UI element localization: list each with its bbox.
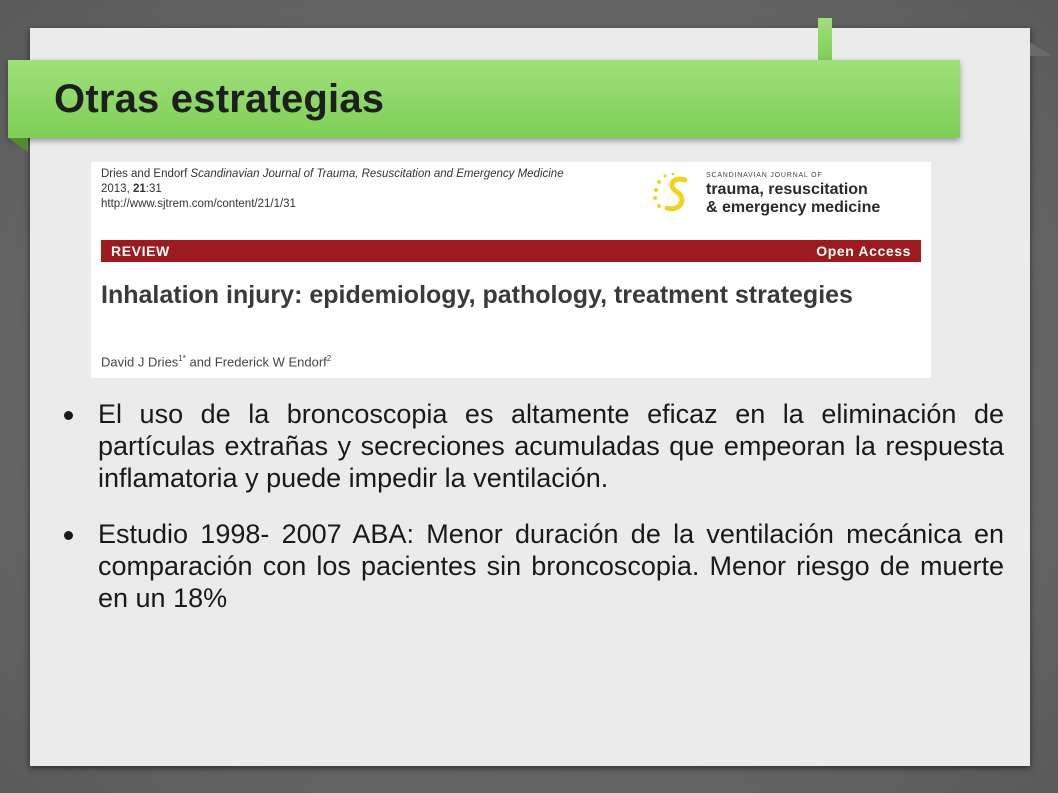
citation-authors: Dries and Endorf	[101, 168, 191, 180]
citation-journal: Scandinavian Journal of Trauma, Resuscitation and Emergency Medicine	[190, 168, 564, 180]
bullet-dot-icon	[64, 411, 73, 420]
article-authors	[101, 354, 331, 369]
bullet-text: El uso de la broncoscopia es altamente eficaz en la eliminación de partículas extrañas y secreciones acumuladas que empeoran la respuesta inflamatoria y puede impedir la ventilación.	[98, 399, 1004, 493]
author-2-affil: 2	[326, 354, 332, 363]
journal-logo	[651, 168, 921, 220]
article-citation	[101, 167, 571, 212]
author-1-affil: 1*	[178, 354, 186, 363]
bullet-dot-icon	[64, 531, 73, 540]
bullet-text: Estudio 1998- 2007 ABA: Menor duración de la ventilación mecánica en comparación con los pacientes sin broncoscopia. Menor riesgo de muerte en un 18%	[98, 519, 1004, 613]
logo-line-1: trauma, resuscitation	[706, 181, 868, 198]
logo-small-text: SCANDINAVIAN JOURNAL OF	[706, 172, 823, 179]
citation-issue: :31	[145, 183, 162, 195]
logo-line-2: & emergency medicine	[706, 199, 881, 216]
citation-url: http://www.sjtrem.com/content/21/1/31	[101, 198, 296, 210]
author-join: and	[185, 354, 215, 370]
author-1: David J Dries	[101, 354, 179, 370]
article-title: Inhalation injury: epidemiology, pathology, treatment strategies	[101, 281, 853, 309]
review-band	[101, 240, 921, 262]
bullet-item	[62, 518, 1004, 614]
citation-volume: 21	[132, 183, 146, 195]
article-header-image	[91, 162, 931, 378]
open-access-label: Open Access	[816, 243, 911, 259]
journal-logo-icon	[651, 168, 697, 218]
citation-year: 2013,	[101, 183, 133, 195]
bullet-list	[62, 398, 1004, 638]
title-ribbon-tab	[818, 18, 832, 60]
paper-fold-corner	[1030, 42, 1052, 56]
title-ribbon-fold	[8, 138, 28, 152]
bullet-item	[62, 398, 1004, 494]
author-2: Frederick W Endorf	[214, 354, 327, 370]
title-ribbon	[8, 60, 960, 138]
slide-title: Otras estrategias	[54, 76, 385, 121]
review-label: REVIEW	[111, 243, 170, 259]
slide-paper	[30, 28, 1030, 766]
